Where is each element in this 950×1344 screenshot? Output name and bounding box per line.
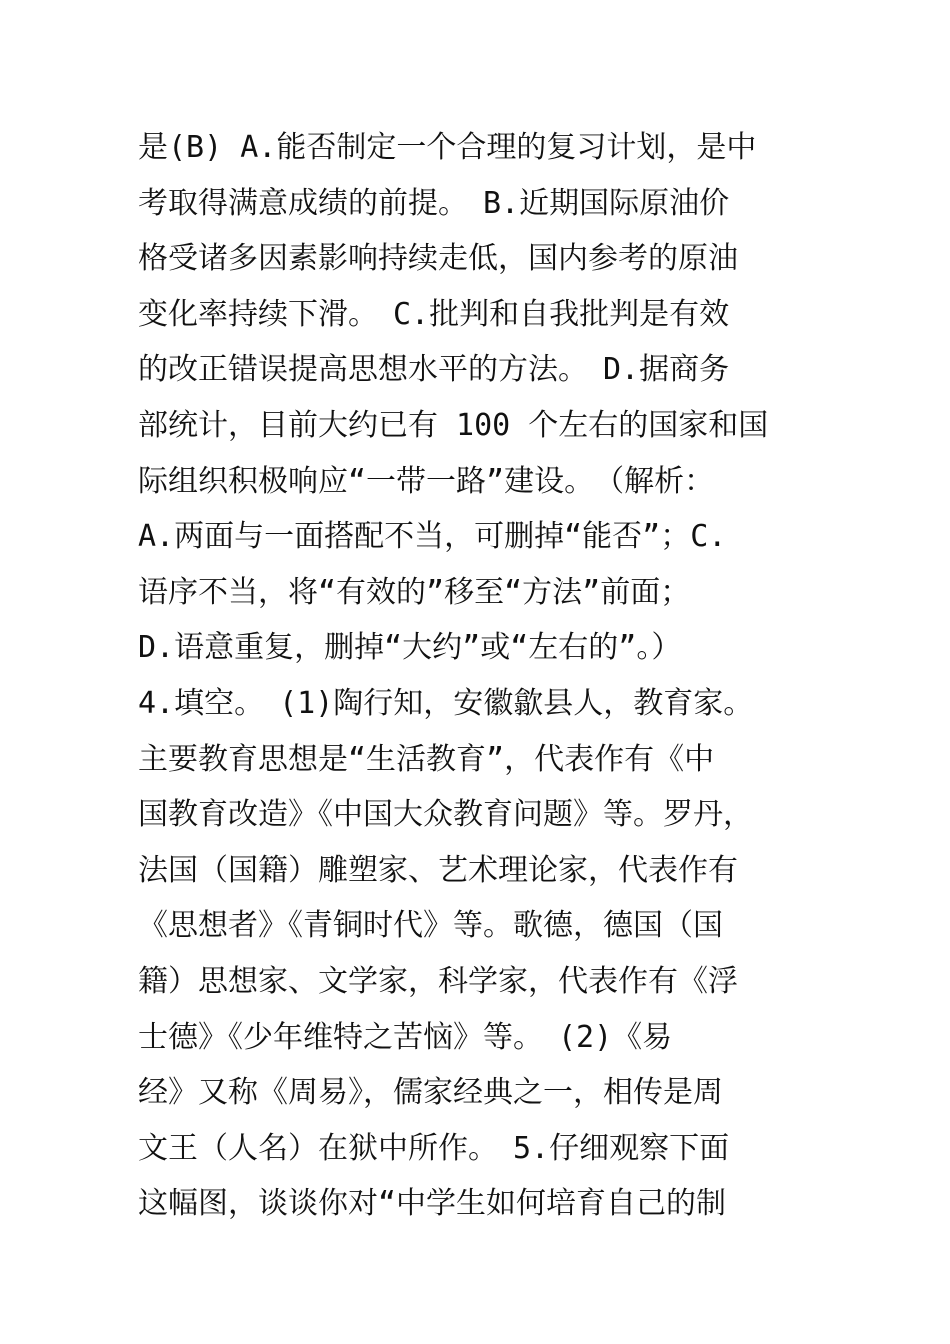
text-line: 籍）思想家、文学家，科学家，代表作有《浮 <box>138 963 738 999</box>
text-line: 变化率持续下滑。 C.批判和自我批判是有效 <box>138 296 730 332</box>
text-line: 法国（国籍）雕塑家、艺术理论家，代表作有 <box>138 852 738 888</box>
text-line: A.两面与一面搭配不当，可删掉“能否”；C. <box>138 519 727 555</box>
text-line: 这幅图，谈谈你对“中学生如何培育自己的制 <box>138 1186 727 1222</box>
text-line: 的改正错误提高思想水平的方法。 D.据商务 <box>138 352 730 388</box>
text-line: 部统计，目前大约已有 100 个左右的国家和国 <box>138 407 769 443</box>
text-line: 经》又称《周易》，儒家经典之一，相传是周 <box>138 1075 723 1111</box>
text-line: 语序不当，将“有效的”移至“方法”前面； <box>138 574 691 610</box>
text-line: 士德》《少年维特之苦恼》等。 (2)《易 <box>138 1019 673 1055</box>
text-line: 是(B) A.能否制定一个合理的复习计划，是中 <box>138 130 757 165</box>
text-line: 国教育改造》《中国大众教育问题》等。罗丹， <box>138 797 753 833</box>
text-line: 文王（人名）在狱中所作。 5.仔细观察下面 <box>138 1130 730 1166</box>
text-line: 格受诸多因素影响持续走低，国内参考的原油 <box>138 241 738 277</box>
text-line: 考取得满意成绩的前提。 B.近期国际原油价 <box>138 185 730 221</box>
text-line: 4.填空。 (1)陶行知，安徽歙县人，教育家。 <box>138 685 754 721</box>
text-line: 《思想者》《青铜时代》等。歌德，德国（国 <box>138 908 723 944</box>
text-line: 主要教育思想是“生活教育”，代表作有《中 <box>138 741 715 777</box>
document-body <box>138 120 838 1232</box>
text-line: 际组织积极响应“一带一路”建设。 （解析： <box>138 463 715 499</box>
text-line: D.语意重复，删掉“大约”或“左右的”。） <box>138 630 682 666</box>
